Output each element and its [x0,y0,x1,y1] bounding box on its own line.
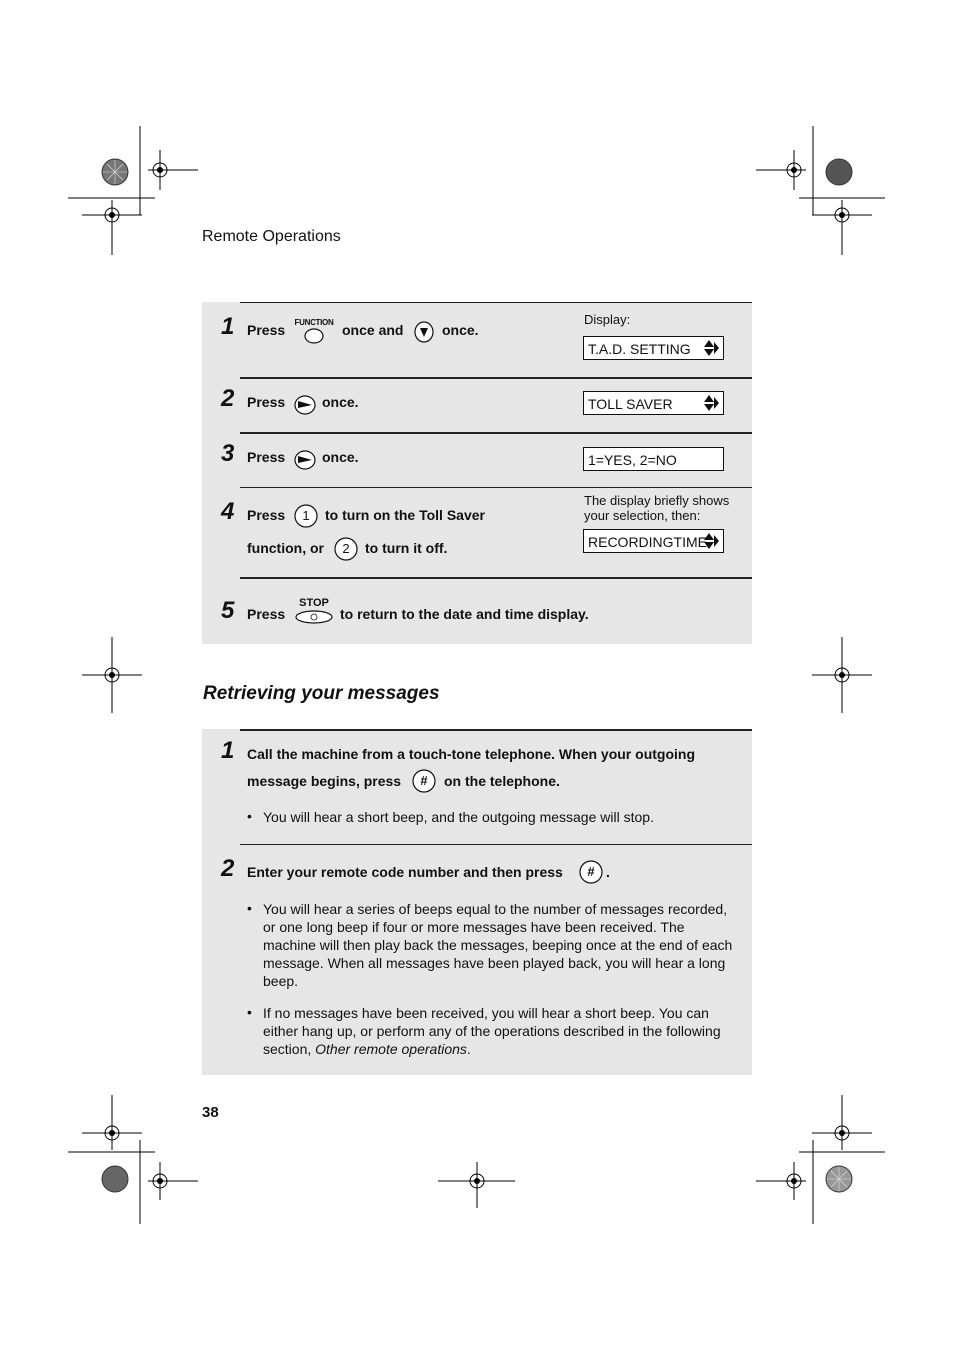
step-text: Press [247,394,286,410]
divider [240,432,752,434]
section-heading: Retrieving your messages [203,683,440,704]
lcd-text: T.A.D. SETTING [588,341,691,357]
divider [240,844,752,845]
bullet-item [247,808,737,828]
divider [240,487,752,488]
bullet-text [263,1004,739,1058]
lcd-text: 1=YES, 2=NO [588,452,677,468]
stop-key-label: STOP [299,597,329,609]
bullet-item [247,900,737,990]
lcd-text: TOLL SAVER [588,396,673,412]
function-key-icon [294,318,334,346]
key-label: 2 [342,541,350,556]
hash-key-icon [578,860,604,884]
step-number: 4 [221,498,235,525]
step-text: once. [322,394,359,410]
step-text: Press [247,606,286,622]
step-text: Press [247,507,286,523]
bullet-text-main: If no messages have been received, you will hear a short beep. You can either hang up, or perform any of the operations described in the following section, [263,1005,721,1057]
divider [240,377,752,379]
page-number: 38 [202,1104,219,1121]
step-text: Press [247,449,286,465]
lcd-text: RECORDINGTIME [588,534,707,550]
step-text: to turn on the Toll Saver [325,507,485,523]
step-text: on the telephone. [444,773,560,789]
up-down-arrows-icon [702,532,720,550]
up-down-arrows-icon [702,394,720,412]
step-text: . [606,864,610,880]
step-number: 5 [221,597,235,624]
lcd-display [583,336,724,360]
display-note: The display briefly shows [584,493,730,508]
divider [240,577,752,579]
step-text: to return to the date and time display. [340,606,589,622]
right-arrow-key-icon [293,449,317,476]
divider [240,302,752,303]
divider [240,729,752,731]
key-label: 1 [302,508,310,523]
step-number: 2 [221,855,235,882]
bullet-text-end: . [466,1041,471,1057]
step-text: Call the machine from a touch-tone telephone. When your outgoing [247,746,696,762]
step-text: Enter your remote code number and then press [247,864,563,880]
step-text: message begins, press [247,773,402,789]
step-number: 1 [221,737,235,764]
stop-key-icon [294,597,334,625]
step-number: 3 [221,440,235,467]
lcd-display [583,391,724,415]
down-arrow-key-icon [413,320,435,349]
step-number: 1 [221,313,235,340]
bullet-text: You will hear a short beep, and the outgoing message will stop. [263,809,654,825]
step-text: once. [442,322,479,338]
step-text: function, or [247,540,324,556]
lcd-display [583,447,724,471]
step-text: once. [322,449,359,465]
lcd-display [583,529,724,553]
function-key-label: FUNCTION [294,318,334,327]
step-text: once and [342,322,404,338]
bullet-item [247,1004,737,1060]
hash-key-icon [411,769,437,793]
step-text: Press [247,322,286,338]
bullet-dot: • [247,900,252,916]
bullet-text: You will hear a series of beeps equal to the number of messages recorded, or one long beep if four or more messages have been received. The machine will then play back the messages, beeping once at the end of each message. When all messages have been played back, you will hear a long beep. [263,901,733,989]
right-arrow-key-icon [293,394,317,421]
bullet-dot: • [247,808,252,824]
display-label: Display: [584,312,631,327]
key-2-icon [333,537,359,561]
step-number: 2 [221,385,235,412]
key-1-icon [293,504,319,528]
display-note: your selection, then: [584,508,701,523]
cross-reference: Other remote operations [315,1041,467,1057]
key-label: # [420,773,428,788]
step-text: to turn it off. [365,540,448,556]
up-down-arrows-icon [702,339,720,357]
key-label: # [587,864,595,879]
bullet-dot: • [247,1004,252,1020]
running-header: Remote Operations [202,228,341,245]
